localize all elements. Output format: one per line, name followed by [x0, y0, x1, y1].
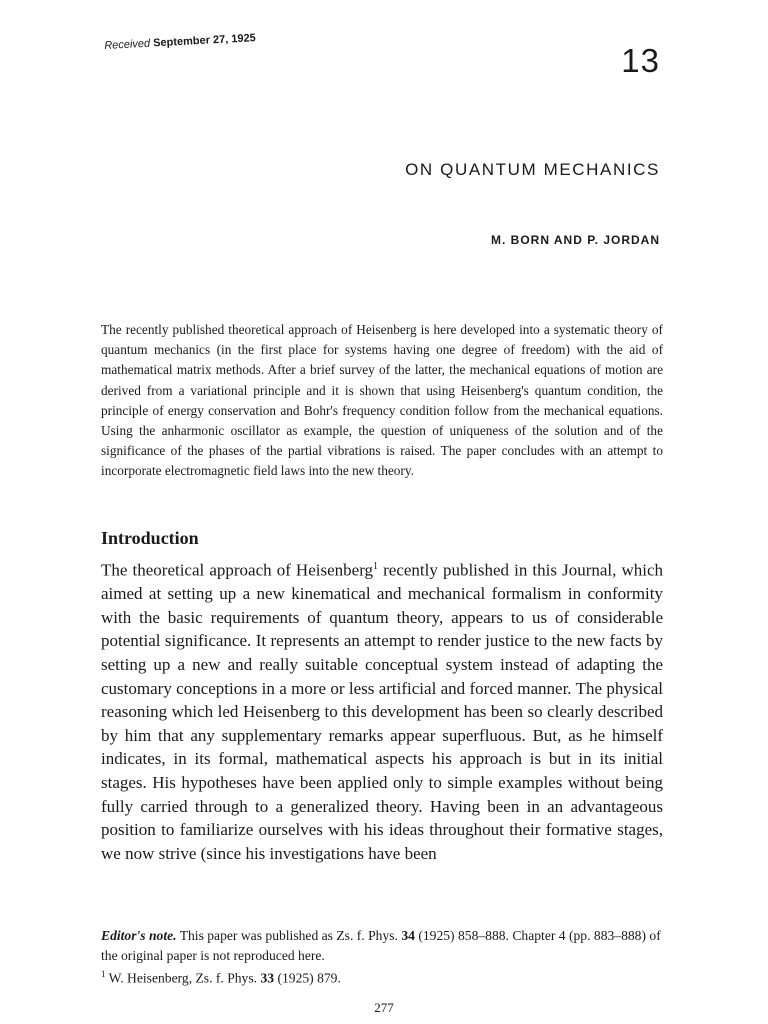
editors-note: [101, 926, 663, 965]
paper-title: ON QUANTUM MECHANICS: [405, 160, 660, 179]
received-date-value: September 27, 1925: [152, 32, 257, 50]
abstract: The recently published theoretical approach of Heisenberg is here developed into a systematic theory of quantum mechanics (in the first place for systems having one degree of freedom) with the aid of mathematical matrix methods. After a brief survey of the latter, the mechanical equations of motion are derived from a variational principle and it is shown that using Heisenberg's quantum condition, the principle of energy conservation and Bohr's frequency condition follow from the mechanical equations. Using the anharmonic oscillator as example, the question of uniqueness of the solution and of the significance of the phases of the partial vibrations is raised. The paper concludes with an attempt to incorporate electromagnetic field laws into the new theory.: [101, 322, 663, 479]
introduction-heading: Introduction: [101, 528, 199, 548]
received-date: [104, 32, 256, 52]
footnote-ref-1[interactable]: 1: [373, 561, 379, 572]
footnote-1: [101, 965, 663, 988]
editors-note-after: (1925) 858–888. Chapter 4 (pp. 883–888) of the original paper is not reproduced here.: [101, 928, 661, 963]
editors-note-volume: 34: [401, 928, 415, 943]
chapter-number: 13: [621, 42, 660, 79]
footnote-1-volume: 33: [260, 970, 275, 986]
footnote-1-before: W. Heisenberg, Zs. f. Phys.: [105, 970, 261, 986]
paper-authors: M. BORN AND P. JORDAN: [490, 233, 660, 247]
intro-text-before-ref: The theoretical approach of Heisenberg: [101, 560, 374, 580]
page-number: 277: [374, 1000, 394, 1015]
introduction-paragraph: [101, 555, 663, 865]
footnote-1-after: (1925) 879.: [274, 970, 341, 986]
footnotes: [101, 926, 663, 988]
received-label: Received: [104, 37, 151, 52]
editors-note-label: Editor's note.: [101, 928, 177, 943]
editors-note-before: This paper was published as Zs. f. Phys.: [176, 928, 402, 943]
footnote-1-marker: 1: [101, 969, 106, 979]
intro-text-after-ref: recently published in this Journal, which aimed at setting up a new kinematical and mechanical formalism in conformity with the basic requirements of quantum theory, appears to us of considerable potential significance. It represents an attempt to render justice to the new facts by setting up a new and really suitable conceptual system instead of adapting the customary conceptions in a more or less artificial and forced manner. The physical reasoning which led Heisenberg to this development has been so clearly described by him that any supplementary remarks appear superfluous. But, as he himself indicates, in its formal, mathematical aspects his approach is but in its initial stages. His hypotheses have been applied only to simple examples without being fully carried through to a generalized theory. Having been in an advantageous position to familiarize ourselves with his ideas throughout their formative stages, we now strive (since his investigations have been: [101, 560, 663, 863]
